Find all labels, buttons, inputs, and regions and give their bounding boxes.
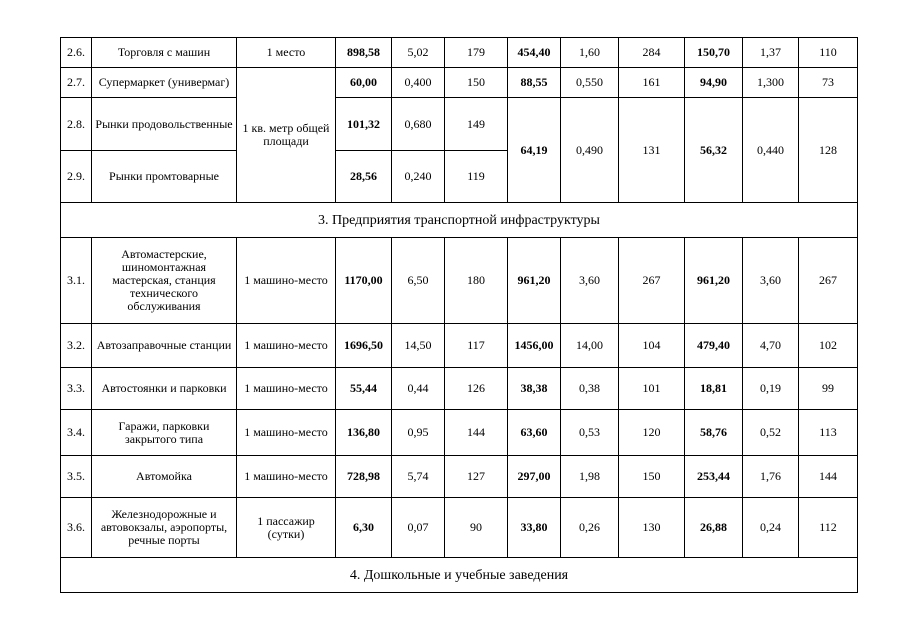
table-row bbox=[61, 238, 858, 324]
row-name: Автомойка bbox=[92, 456, 237, 498]
row-unit: 1 машино-место bbox=[237, 238, 336, 324]
value-cell: 18,81 bbox=[685, 368, 743, 410]
value-cell: 161 bbox=[619, 68, 685, 98]
value-cell: 3,60 bbox=[743, 238, 799, 324]
row-name: Рынки промтоварные bbox=[92, 151, 237, 203]
row-number: 3.2. bbox=[61, 324, 92, 368]
value-cell: 6,30 bbox=[336, 498, 392, 558]
value-cell: 267 bbox=[799, 238, 858, 324]
value-cell: 63,60 bbox=[508, 410, 561, 456]
table-row bbox=[61, 98, 858, 151]
table-row bbox=[61, 38, 858, 68]
value-cell: 1696,50 bbox=[336, 324, 392, 368]
value-cell: 1,300 bbox=[743, 68, 799, 98]
value-cell: 1,37 bbox=[743, 38, 799, 68]
value-cell: 284 bbox=[619, 38, 685, 68]
value-cell: 0,490 bbox=[561, 98, 619, 203]
table-row bbox=[61, 324, 858, 368]
value-cell: 1,76 bbox=[743, 456, 799, 498]
value-cell: 120 bbox=[619, 410, 685, 456]
section-row bbox=[61, 558, 858, 593]
value-cell: 150,70 bbox=[685, 38, 743, 68]
value-cell: 0,95 bbox=[392, 410, 445, 456]
value-cell: 33,80 bbox=[508, 498, 561, 558]
value-cell: 0,44 bbox=[392, 368, 445, 410]
value-cell: 898,58 bbox=[336, 38, 392, 68]
table-row bbox=[61, 368, 858, 410]
value-cell: 1,60 bbox=[561, 38, 619, 68]
row-unit: 1 машино-место bbox=[237, 410, 336, 456]
value-cell: 94,90 bbox=[685, 68, 743, 98]
value-cell: 14,00 bbox=[561, 324, 619, 368]
row-unit: 1 машино-место bbox=[237, 456, 336, 498]
row-number: 3.4. bbox=[61, 410, 92, 456]
value-cell: 961,20 bbox=[685, 238, 743, 324]
value-cell: 60,00 bbox=[336, 68, 392, 98]
value-cell: 0,26 bbox=[561, 498, 619, 558]
value-cell: 5,74 bbox=[392, 456, 445, 498]
row-number: 3.1. bbox=[61, 238, 92, 324]
value-cell: 136,80 bbox=[336, 410, 392, 456]
value-cell: 26,88 bbox=[685, 498, 743, 558]
value-cell: 101,32 bbox=[336, 98, 392, 151]
value-cell: 130 bbox=[619, 498, 685, 558]
value-cell: 1,98 bbox=[561, 456, 619, 498]
value-cell: 1170,00 bbox=[336, 238, 392, 324]
value-cell: 88,55 bbox=[508, 68, 561, 98]
value-cell: 28,56 bbox=[336, 151, 392, 203]
row-number: 3.3. bbox=[61, 368, 92, 410]
row-name: Рынки продовольственные bbox=[92, 98, 237, 151]
value-cell: 454,40 bbox=[508, 38, 561, 68]
row-unit: 1 место bbox=[237, 38, 336, 68]
value-cell: 56,32 bbox=[685, 98, 743, 203]
value-cell: 117 bbox=[445, 324, 508, 368]
value-cell: 728,98 bbox=[336, 456, 392, 498]
value-cell: 64,19 bbox=[508, 98, 561, 203]
row-name: Гаражи, парковки закрытого типа bbox=[92, 410, 237, 456]
value-cell: 0,240 bbox=[392, 151, 445, 203]
table-row bbox=[61, 456, 858, 498]
row-unit: 1 машино-место bbox=[237, 324, 336, 368]
value-cell: 0,07 bbox=[392, 498, 445, 558]
norms-table bbox=[60, 37, 858, 593]
value-cell: 14,50 bbox=[392, 324, 445, 368]
row-number: 2.8. bbox=[61, 98, 92, 151]
value-cell: 253,44 bbox=[685, 456, 743, 498]
row-unit: 1 пассажир (сутки) bbox=[237, 498, 336, 558]
value-cell: 150 bbox=[619, 456, 685, 498]
table-row bbox=[61, 498, 858, 558]
section-heading: 3. Предприятия транспортной инфраструктуры bbox=[61, 203, 858, 238]
value-cell: 0,400 bbox=[392, 68, 445, 98]
value-cell: 961,20 bbox=[508, 238, 561, 324]
value-cell: 0,680 bbox=[392, 98, 445, 151]
row-name: Железнодорожные и автовокзалы, аэропорты, речные порты bbox=[92, 498, 237, 558]
value-cell: 55,44 bbox=[336, 368, 392, 410]
value-cell: 297,00 bbox=[508, 456, 561, 498]
row-name: Торговля с машин bbox=[92, 38, 237, 68]
value-cell: 110 bbox=[799, 38, 858, 68]
row-unit: 1 кв. метр общей площади bbox=[237, 68, 336, 203]
value-cell: 479,40 bbox=[685, 324, 743, 368]
value-cell: 180 bbox=[445, 238, 508, 324]
value-cell: 131 bbox=[619, 98, 685, 203]
row-unit: 1 машино-место bbox=[237, 368, 336, 410]
value-cell: 128 bbox=[799, 98, 858, 203]
value-cell: 267 bbox=[619, 238, 685, 324]
value-cell: 6,50 bbox=[392, 238, 445, 324]
value-cell: 127 bbox=[445, 456, 508, 498]
row-number: 3.5. bbox=[61, 456, 92, 498]
value-cell: 4,70 bbox=[743, 324, 799, 368]
value-cell: 73 bbox=[799, 68, 858, 98]
value-cell: 0,38 bbox=[561, 368, 619, 410]
value-cell: 0,440 bbox=[743, 98, 799, 203]
value-cell: 149 bbox=[445, 98, 508, 151]
value-cell: 0,52 bbox=[743, 410, 799, 456]
row-name: Автомастерские, шиномонтажная мастерская, станция технического обслуживания bbox=[92, 238, 237, 324]
value-cell: 0,550 bbox=[561, 68, 619, 98]
row-number: 3.6. bbox=[61, 498, 92, 558]
value-cell: 144 bbox=[799, 456, 858, 498]
value-cell: 0,53 bbox=[561, 410, 619, 456]
value-cell: 90 bbox=[445, 498, 508, 558]
row-number: 2.7. bbox=[61, 68, 92, 98]
value-cell: 99 bbox=[799, 368, 858, 410]
row-number: 2.9. bbox=[61, 151, 92, 203]
table-row bbox=[61, 68, 858, 98]
value-cell: 1456,00 bbox=[508, 324, 561, 368]
row-name: Автостоянки и парковки bbox=[92, 368, 237, 410]
value-cell: 144 bbox=[445, 410, 508, 456]
value-cell: 119 bbox=[445, 151, 508, 203]
value-cell: 113 bbox=[799, 410, 858, 456]
value-cell: 104 bbox=[619, 324, 685, 368]
row-name: Супермаркет (универмаг) bbox=[92, 68, 237, 98]
value-cell: 5,02 bbox=[392, 38, 445, 68]
row-name: Автозаправочные станции bbox=[92, 324, 237, 368]
value-cell: 102 bbox=[799, 324, 858, 368]
section-row bbox=[61, 203, 858, 238]
value-cell: 126 bbox=[445, 368, 508, 410]
row-number: 2.6. bbox=[61, 38, 92, 68]
value-cell: 0,24 bbox=[743, 498, 799, 558]
value-cell: 0,19 bbox=[743, 368, 799, 410]
value-cell: 179 bbox=[445, 38, 508, 68]
value-cell: 3,60 bbox=[561, 238, 619, 324]
value-cell: 38,38 bbox=[508, 368, 561, 410]
value-cell: 112 bbox=[799, 498, 858, 558]
value-cell: 58,76 bbox=[685, 410, 743, 456]
section-heading: 4. Дошкольные и учебные заведения bbox=[61, 558, 858, 593]
table-row bbox=[61, 410, 858, 456]
value-cell: 150 bbox=[445, 68, 508, 98]
value-cell: 101 bbox=[619, 368, 685, 410]
